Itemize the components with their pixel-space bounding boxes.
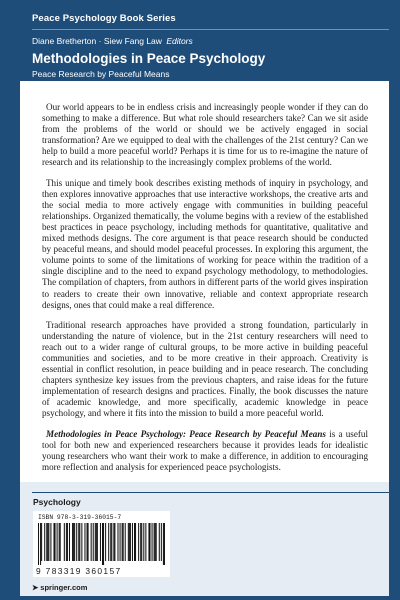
book-title: Methodologies in Peace Psychology xyxy=(32,51,266,66)
isbn-number: ISBN 978-3-319-36015-7 xyxy=(38,514,122,521)
blurb-title-reference: Methodologies in Peace Psychology: Peace Research by Peaceful Means xyxy=(46,428,326,439)
blurb-paragraph-4 xyxy=(42,429,368,473)
publisher-url: springer.com xyxy=(40,583,88,592)
blurb-paragraph-1: Our world appears to be in endless crisis and increasingly people wonder if they can do something to make a difference. But what role should researchers take? Can we sit aside from the problems of the world or should we be actively engaged in social transformation? Are we equipped to deal with the challenges of the 21st century? Can we help to build a more peaceful world? Perhaps it is time for us to re-imagine the nature of research and its relationship to the increasingly complex problems of the world. xyxy=(42,102,368,168)
header-divider xyxy=(32,29,389,30)
blurb xyxy=(42,102,368,482)
cover-footer xyxy=(20,482,389,596)
blurb-paragraph-2: This unique and timely book describes existing methods of inquiry in psychology, and then explores innovative approaches that use interactive workshops, the creative arts and the social media to more actively engage with communities in building peaceful relationships. Organized thematically, the volume begins with a review of the established best practices in peace psychology, including methods for quantitative, qualitative and mixed methods designs. The core argument is that peace research should be conducted by peaceful means, and should model peaceful processes. In exploring this argument, the volume points to some of the limitations of working for peace within the tradition of a single discipline and to the need to expand psychology methodology, to methodologies. The compilation of chapters, from authors in different parts of the world gives inspiration to readers to create their own innovative, reliable and context appropriate research designs, ones that could make a real difference. xyxy=(42,177,368,310)
publisher-link[interactable] xyxy=(32,583,87,592)
book-subtitle: Peace Research by Peaceful Means xyxy=(32,69,170,79)
blurb-paragraph-3: Traditional research approaches have provided a strong foundation, particularly in understanding the nature of violence, but in the 21st century researchers will need to reach out to a wider range of cultural groups, to be more active in building peaceful communities and societies, and to be more creative in their approach. Creativity is essential in conflict resolution, in peace building and in peace research. The concluding chapters synthesize key issues from the previous chapters, and raise ideas for the future implementation of research designs and practices. Finally, the book discusses the nature of academic knowledge, and more specifically, academic knowledge in peace psychology, and where it fits into the mission to build a more peaceful world. xyxy=(42,319,368,419)
barcode-icon xyxy=(38,523,166,565)
editors-line xyxy=(32,36,193,46)
footer-divider xyxy=(32,492,389,493)
editor-names: Diane Bretherton · Siew Fang Law xyxy=(32,36,162,46)
cover-header xyxy=(20,0,389,81)
blurb-paragraph-4-text: is a useful tool for both new and experienced researchers because it provides leads for idealistic young researchers who want their work to make a difference, in addition to encouraging more reflection and analysis for experienced peace psychologists. xyxy=(42,428,368,472)
arrow-right-icon: ➤ xyxy=(32,583,39,592)
subject-category: Psychology xyxy=(33,497,81,507)
editors-role: Editors xyxy=(166,36,193,46)
barcode-digits: 9 783319 360157 xyxy=(36,566,122,576)
series-name: Peace Psychology Book Series xyxy=(32,13,176,24)
isbn-block xyxy=(33,511,170,577)
